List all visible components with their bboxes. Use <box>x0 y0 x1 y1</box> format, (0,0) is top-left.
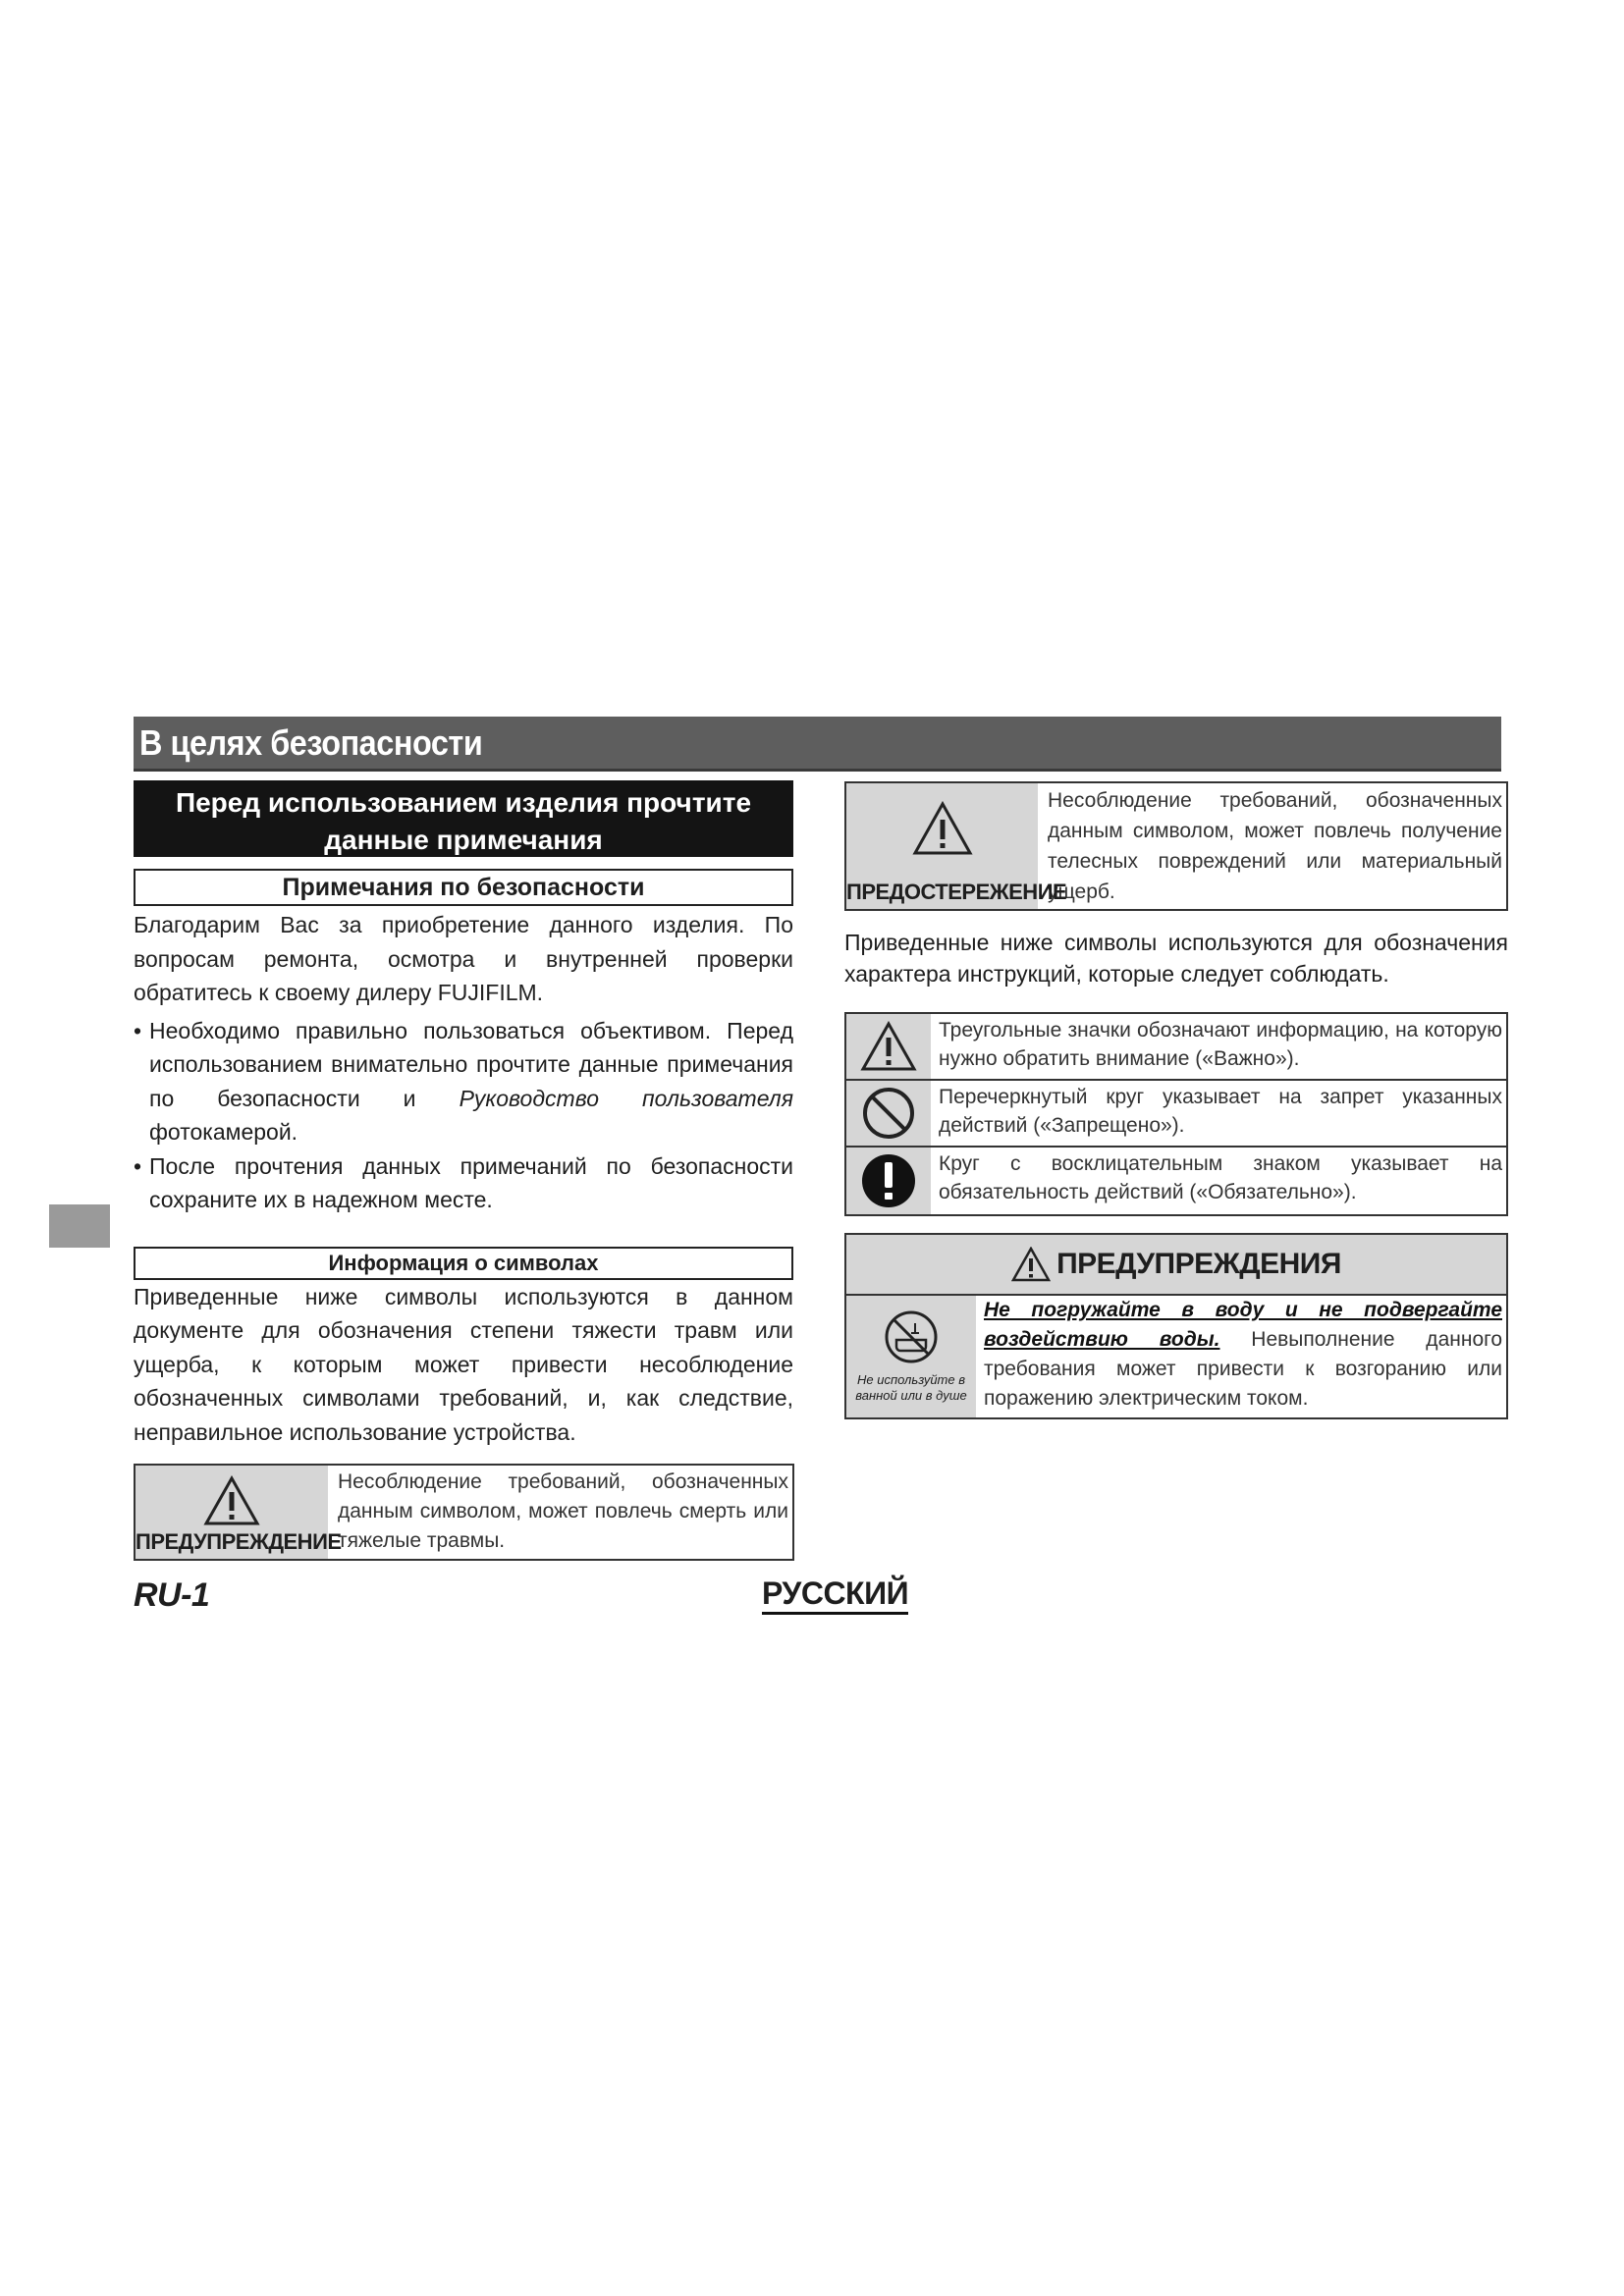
warnings-title: ПРЕДУПРЕЖДЕНИЯ <box>1056 1248 1341 1280</box>
safety-intro <box>134 908 793 1010</box>
symbols-info-heading: Информация о символах <box>134 1247 793 1280</box>
language-label: РУССКИЙ <box>762 1575 908 1615</box>
warnings-box <box>844 1233 1508 1419</box>
symbol-icon-cell <box>846 1014 931 1079</box>
warning-triangle-icon <box>203 1475 260 1526</box>
symbol-row <box>846 1014 1506 1081</box>
left-column <box>134 780 793 1449</box>
symbols-intro-paragraph: Приведенные ниже символы используются в данном документе для обозначения степени тяжести травм или ущерба, к которым может привести несоблюдение обозначенных символами требований, и, как следствие, неправильное использование устройства. <box>134 1283 793 1445</box>
before-use-heading: Перед использованием изделия прочтите данные примечания <box>134 780 793 857</box>
no-water-caption: Не используйте в ванной или в душе <box>855 1372 967 1403</box>
warning-triangle-icon <box>912 801 973 856</box>
bullet-text-end: фотокамерой. <box>149 1119 298 1145</box>
caution-sign-box <box>844 781 1508 911</box>
user-guide-reference: Руководство пользователя <box>459 1085 793 1111</box>
warning-item-body: Невыполнение данного требования может привести к возгоранию или поражению электрическим током. <box>984 1328 1502 1410</box>
mandatory-exclamation-icon <box>860 1152 917 1209</box>
no-water-icon <box>884 1309 939 1364</box>
warning-sign-cell <box>135 1466 342 1559</box>
symbol-row <box>846 1148 1506 1214</box>
safety-bullets <box>134 1014 793 1217</box>
symbol-description: Треугольные значки обозначают информацию, на которую нужно обратить внимание («Важно»). <box>939 1019 1502 1070</box>
prohibited-circle-icon <box>861 1086 916 1141</box>
symbols-table <box>844 1012 1508 1216</box>
symbols-intro <box>134 1280 793 1450</box>
instruction-symbols-intro: Приведенные ниже символы используются для обозначения характера инструкций, которые следует соблюдать. <box>844 930 1508 987</box>
warning-item-text <box>976 1296 1506 1417</box>
warning-triangle-icon <box>1011 1247 1051 1282</box>
caution-label: ПРЕДОСТЕРЕЖЕНИЕ <box>846 880 1067 904</box>
bullet-text: Необходимо правильно пользоваться объективом. Перед использованием внимательно прочтите данные примечания по безопасности и <box>149 1017 793 1111</box>
warning-description: Несоблюдение требований, обозначенных данным символом, может повлечь смерть или тяжелые травмы. <box>338 1470 788 1552</box>
section-title-bar <box>134 717 1501 772</box>
bullet-item: • После прочтения данных примечаний по безопасности сохраните их в надежном месте. <box>134 1149 793 1217</box>
warning-sign-box <box>134 1464 794 1561</box>
warning-label: ПРЕДУПРЕЖДЕНИЕ <box>135 1529 342 1554</box>
caution-description: Несоблюдение требований, обозначенных данным символом, может повлечь получение телесных повреждений или материальный ущерб. <box>1048 789 1502 903</box>
warnings-header <box>846 1235 1506 1296</box>
symbol-row <box>846 1081 1506 1148</box>
side-tab-marker <box>49 1204 110 1248</box>
bullet-item <box>134 1014 793 1149</box>
symbol-description: Круг с восклицательным знаком указывает на обязательность действий («Обязательно»). <box>939 1152 1502 1203</box>
caution-sign-cell <box>846 783 1067 909</box>
warnings-body <box>846 1296 1506 1417</box>
safety-notes-heading: Примечания по безопасности <box>134 869 793 906</box>
warning-item-lead: Не погружайте в воду и не подвергайте воздействию воды. <box>984 1299 1502 1351</box>
no-water-symbol-cell <box>846 1296 976 1417</box>
page-title: В целях безопасности <box>139 722 483 763</box>
symbol-description: Перечеркнутый круг указывает на запрет указанных действий («Запрещено»). <box>939 1086 1502 1137</box>
page-number: RU-1 <box>134 1576 210 1614</box>
intro-paragraph: Благодарим Вас за приобретение данного изделия. По вопросам ремонта, осмотра и внутренней проверки обратитесь к своему дилеру FUJIFILM. <box>134 912 793 1005</box>
symbol-icon-cell <box>846 1081 931 1146</box>
warning-triangle-icon <box>860 1021 917 1072</box>
symbol-icon-cell <box>846 1148 931 1214</box>
